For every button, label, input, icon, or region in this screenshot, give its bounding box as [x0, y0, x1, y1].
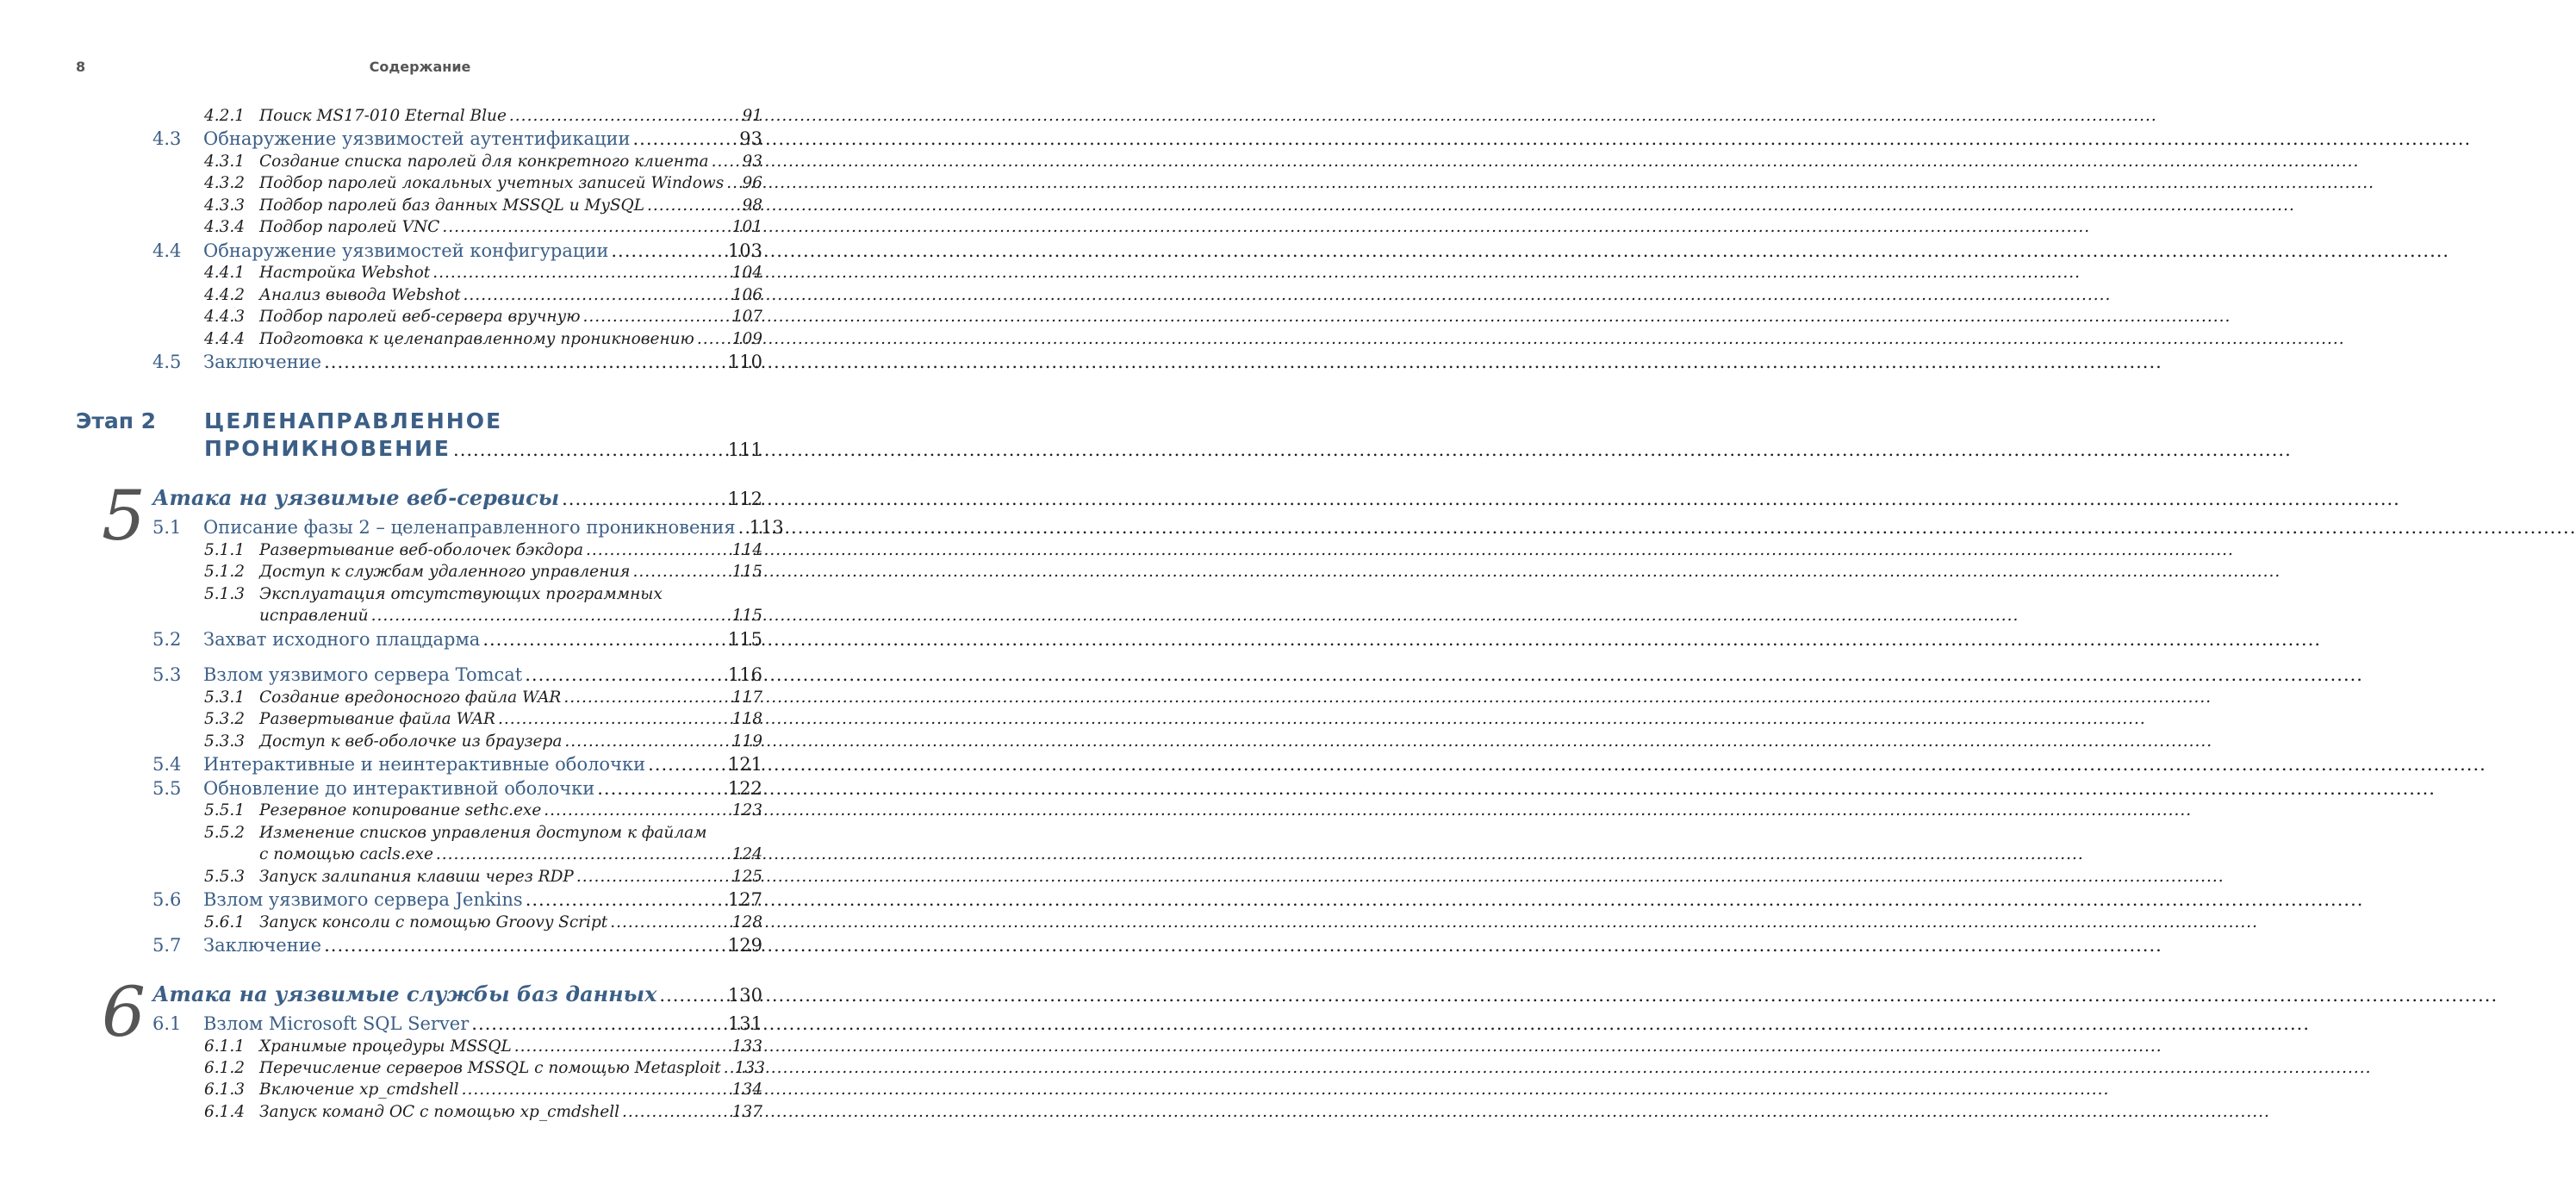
- entry-page: 103: [727, 240, 762, 261]
- entry-number: 4.5: [152, 352, 182, 372]
- entry-title: Анализ вывода Webshot: [259, 286, 461, 304]
- dot-leader: [632, 128, 737, 149]
- entry-number: 4.3: [152, 128, 182, 149]
- entry-number: 5.1.2: [204, 563, 246, 581]
- dot-leader: [697, 330, 730, 348]
- entry-number: 4.3.2: [204, 174, 246, 192]
- entry-title: Развертывание файла WAR: [259, 710, 495, 728]
- toc-entry-5-1-3-line2[interactable]: [259, 607, 762, 625]
- entry-number: 4.4: [152, 240, 182, 261]
- toc-entry-5-2[interactable]: [152, 629, 762, 650]
- toc-entry-4-3[interactable]: [152, 128, 762, 149]
- dot-leader: [597, 778, 725, 799]
- part-label: Этап 2: [76, 408, 157, 433]
- entry-page: 101: [731, 218, 762, 236]
- toc-entry-5-5-3[interactable]: [204, 868, 762, 886]
- entry-page: 121: [727, 754, 762, 775]
- toc-part-entry[interactable]: [204, 436, 762, 461]
- toc-entry-5-1[interactable]: [152, 517, 784, 538]
- entry-page: 107: [731, 308, 762, 326]
- dot-leader: [610, 913, 729, 931]
- entry-page: 123: [731, 801, 762, 819]
- entry-page: 125: [731, 868, 762, 886]
- entry-title: Включение xp_cmdshell: [259, 1081, 459, 1099]
- dot-leader: [712, 153, 740, 171]
- toc-entry-5-1-2[interactable]: [204, 563, 762, 581]
- entry-number: 5.3.3: [204, 732, 246, 751]
- part-title-line2: ПРОНИКНОВЕНИЕ: [204, 436, 451, 461]
- entry-number: 5.7: [152, 935, 182, 956]
- dot-leader: [464, 286, 730, 304]
- entry-number: 5.3: [152, 664, 182, 685]
- entry-title: Заключение: [203, 935, 322, 956]
- dot-leader: [622, 1103, 730, 1121]
- entry-title: Развертывание веб-оболочек бэкдора: [259, 541, 584, 559]
- entry-title: Настройка Webshot: [259, 264, 431, 282]
- entry-number: 6.1.3: [204, 1081, 246, 1099]
- dot-leader: [583, 308, 730, 326]
- entry-page: 133: [731, 1037, 762, 1056]
- page-number: 8: [76, 59, 86, 75]
- entry-page: 131: [727, 1013, 762, 1034]
- dot-leader: [562, 489, 725, 509]
- entry-title: Описание фазы 2 – целенаправленного проникновения: [203, 517, 736, 538]
- toc-entry-4-4[interactable]: [152, 240, 762, 261]
- toc-chapter-6[interactable]: [152, 981, 762, 1006]
- entry-number: 6.1.1: [204, 1037, 246, 1056]
- entry-page: 104: [731, 264, 762, 282]
- dot-leader: [442, 218, 729, 236]
- entry-number: 5.2: [152, 629, 182, 650]
- dot-leader: [563, 688, 729, 707]
- entry-page: 127: [727, 889, 762, 910]
- entry-page: 115: [727, 629, 762, 650]
- entry-page: 134: [731, 1081, 762, 1099]
- running-title: Содержание: [369, 59, 471, 75]
- dot-leader: [462, 1081, 730, 1099]
- toc-entry-6-1-4[interactable]: [204, 1103, 762, 1121]
- entry-title: Запуск консоли с помощью Groovy Script: [259, 913, 608, 931]
- entry-number: 5.1: [152, 517, 182, 538]
- toc-entry-5-7[interactable]: [152, 935, 762, 956]
- toc-entry-6-1-3[interactable]: [204, 1081, 762, 1099]
- entry-page: 110: [727, 352, 762, 372]
- dot-leader: [648, 754, 725, 775]
- entry-number: 5.5.2: [204, 824, 246, 842]
- dot-leader: [482, 629, 725, 650]
- entry-number: 6.1.2: [204, 1059, 246, 1077]
- toc-entry-4-4-4[interactable]: [204, 330, 762, 348]
- entry-number: 6.1: [152, 1013, 182, 1034]
- dot-leader: [659, 985, 725, 1006]
- toc-entry-4-3-2[interactable]: [204, 174, 762, 192]
- entry-title: Обновление до интерактивной оболочки: [203, 778, 595, 799]
- toc-entry-5-3-1[interactable]: [204, 688, 762, 707]
- entry-number: 4.4.2: [204, 286, 246, 304]
- entry-page: 137: [731, 1103, 762, 1121]
- entry-title: Взлом Microsoft SQL Server: [203, 1013, 470, 1034]
- entry-title: Подбор паролей локальных учетных записей Windows: [259, 174, 725, 192]
- dot-leader: [525, 664, 725, 685]
- toc-entry-5-3[interactable]: [152, 664, 762, 685]
- entry-title: Хранимые процедуры MSSQL: [259, 1037, 512, 1056]
- entry-title: Подбор паролей баз данных MSSQL и MySQL: [259, 196, 645, 215]
- entry-title: Захват исходного плацдарма: [203, 629, 481, 650]
- entry-page: 91: [742, 107, 762, 125]
- dot-leader: [471, 1013, 725, 1034]
- entry-title-continuation: исправлений: [259, 607, 369, 625]
- entry-title: Взлом уязвимого сервера Jenkins: [203, 889, 523, 910]
- toc-entry-5-1-1[interactable]: [204, 541, 762, 559]
- dot-leader: [544, 801, 729, 819]
- entry-title: Заключение: [203, 352, 322, 372]
- entry-page: 106: [731, 286, 762, 304]
- part-title-line1[interactable]: ЦЕЛЕНАПРАВЛЕННОЕ: [204, 408, 503, 433]
- dot-leader: [726, 174, 739, 192]
- dot-leader: [324, 935, 725, 956]
- entry-page: 113: [749, 517, 784, 538]
- toc-entry-4-4-3[interactable]: [204, 308, 762, 326]
- dot-leader: [647, 196, 739, 215]
- entry-number: 4.4.1: [204, 264, 246, 282]
- entry-page: 115: [731, 607, 762, 625]
- dot-leader: [738, 517, 747, 538]
- entry-page: 133: [734, 1059, 766, 1077]
- toc-entry-4-2-1[interactable]: [204, 107, 762, 125]
- entry-title: Обнаружение уязвимостей аутентификации: [203, 128, 631, 149]
- entry-page: 129: [727, 935, 762, 956]
- toc-entry-4-4-1[interactable]: [204, 264, 762, 282]
- toc-entry-5-6-1[interactable]: [204, 913, 762, 931]
- entry-number: 4.2.1: [204, 107, 246, 125]
- entry-title: Обнаружение уязвимостей конфигурации: [203, 240, 609, 261]
- entry-title: Создание списка паролей для конкретного клиента: [259, 153, 709, 171]
- part-page: 111: [727, 439, 762, 460]
- dot-leader: [724, 1059, 732, 1077]
- chapter-number-6: 6: [102, 972, 146, 1052]
- toc-entry-5-4[interactable]: [152, 754, 762, 775]
- toc-entry-4-5[interactable]: [152, 352, 762, 372]
- entry-number: 5.1.1: [204, 541, 246, 559]
- dot-leader: [436, 845, 730, 863]
- entry-title-continuation: с помощью cacls.exe: [259, 845, 433, 863]
- entry-page: 119: [731, 732, 762, 751]
- entry-number: 5.6.1: [204, 913, 246, 931]
- dot-leader: [514, 1037, 730, 1056]
- chapter-title: Атака на уязвимые веб-сервисы: [152, 485, 560, 510]
- chapter-page: 130: [727, 985, 762, 1006]
- entry-title: Запуск залипания клавиш через RDP: [259, 868, 574, 886]
- entry-page: 116: [727, 664, 762, 685]
- entry-page: 117: [731, 688, 762, 707]
- toc-entry-6-1[interactable]: [152, 1013, 762, 1034]
- entry-title: Доступ к веб-оболочке из браузера: [259, 732, 563, 751]
- entry-page: 122: [727, 778, 762, 799]
- toc-entry-4-3-1[interactable]: [204, 153, 762, 171]
- entry-page: 93: [742, 153, 762, 171]
- dot-leader: [564, 732, 729, 751]
- chapter-title: Атака на уязвимые службы баз данных: [152, 981, 657, 1006]
- toc-entry-6-1-1[interactable]: [204, 1037, 762, 1056]
- entry-number: 4.4.4: [204, 330, 246, 348]
- entry-number: 5.3.1: [204, 688, 246, 707]
- entry-title: Взлом уязвимого сервера Tomcat: [203, 664, 523, 685]
- dot-leader: [453, 439, 725, 460]
- entry-title: Подбор паролей веб-сервера вручную: [259, 308, 581, 326]
- dot-leader: [526, 889, 725, 910]
- dot-leader: [498, 710, 730, 728]
- entry-number: 4.3.3: [204, 196, 246, 215]
- entry-page: 93: [739, 128, 762, 149]
- entry-number: 5.5.3: [204, 868, 246, 886]
- dot-leader: [632, 563, 729, 581]
- toc-entry-5-5[interactable]: [152, 778, 762, 799]
- entry-title: Подбор паролей VNC: [259, 218, 440, 236]
- entry-page: 128: [731, 913, 762, 931]
- entry-title: Эксплуатация отсутствующих программных: [259, 585, 663, 603]
- toc-entry-5-5-2-line1[interactable]: [204, 824, 706, 842]
- entry-page: 98: [742, 196, 762, 215]
- entry-title: Интерактивные и неинтерактивные оболочки: [203, 754, 646, 775]
- entry-page: 124: [731, 845, 762, 863]
- entry-number: 5.3.2: [204, 710, 246, 728]
- entry-number: 4.4.3: [204, 308, 246, 326]
- entry-number: 4.3.4: [204, 218, 246, 236]
- entry-number: 5.1.3: [204, 585, 246, 603]
- toc-entry-5-6[interactable]: [152, 889, 762, 910]
- dot-leader: [576, 868, 730, 886]
- dot-leader: [432, 264, 729, 282]
- entry-number: 4.3.1: [204, 153, 246, 171]
- entry-title: Поиск MS17-010 Eternal Blue: [259, 107, 507, 125]
- toc-entry-4-3-4[interactable]: [204, 218, 762, 236]
- toc-entry-5-5-2-line2[interactable]: [259, 845, 762, 863]
- dot-leader: [324, 352, 725, 372]
- entry-title: Изменение списков управления доступом к файлам: [259, 824, 707, 842]
- entry-number: 5.5: [152, 778, 182, 799]
- toc-entry-5-3-3[interactable]: [204, 732, 762, 751]
- entry-number: 6.1.4: [204, 1103, 246, 1121]
- entry-title: Перечисление серверов MSSQL с помощью Metasploit: [259, 1059, 721, 1077]
- entry-title: Запуск команд ОС с помощью xp_cmdshell: [259, 1103, 620, 1121]
- dot-leader: [611, 240, 725, 261]
- entry-page: 115: [731, 563, 762, 581]
- dot-leader: [371, 607, 730, 625]
- toc-entry-4-4-2[interactable]: [204, 286, 762, 304]
- entry-page: 118: [731, 710, 762, 728]
- entry-title: Доступ к службам удаленного управления: [259, 563, 631, 581]
- entry-page: 96: [742, 174, 762, 192]
- entry-title: Резервное копирование sethc.exe: [259, 801, 542, 819]
- entry-number: 5.4: [152, 754, 182, 775]
- entry-number: 5.5.1: [204, 801, 246, 819]
- toc-entry-5-5-1[interactable]: [204, 801, 762, 819]
- dot-leader: [509, 107, 740, 125]
- toc-entry-5-1-3-line1[interactable]: [204, 585, 663, 603]
- toc-entry-5-3-2[interactable]: [204, 710, 762, 728]
- toc-entry-6-1-2[interactable]: [204, 1059, 766, 1077]
- toc-entry-4-3-3[interactable]: [204, 196, 762, 215]
- entry-title: Создание вредоносного файла WAR: [259, 688, 562, 707]
- chapter-number-5: 5: [102, 476, 146, 556]
- entry-page: 109: [731, 330, 762, 348]
- entry-title: Подготовка к целенаправленному проникновению: [259, 330, 694, 348]
- entry-number: 5.6: [152, 889, 182, 910]
- entry-page: 114: [731, 541, 762, 559]
- toc-chapter-5[interactable]: [152, 485, 762, 510]
- chapter-page: 112: [727, 489, 762, 509]
- dot-leader: [586, 541, 730, 559]
